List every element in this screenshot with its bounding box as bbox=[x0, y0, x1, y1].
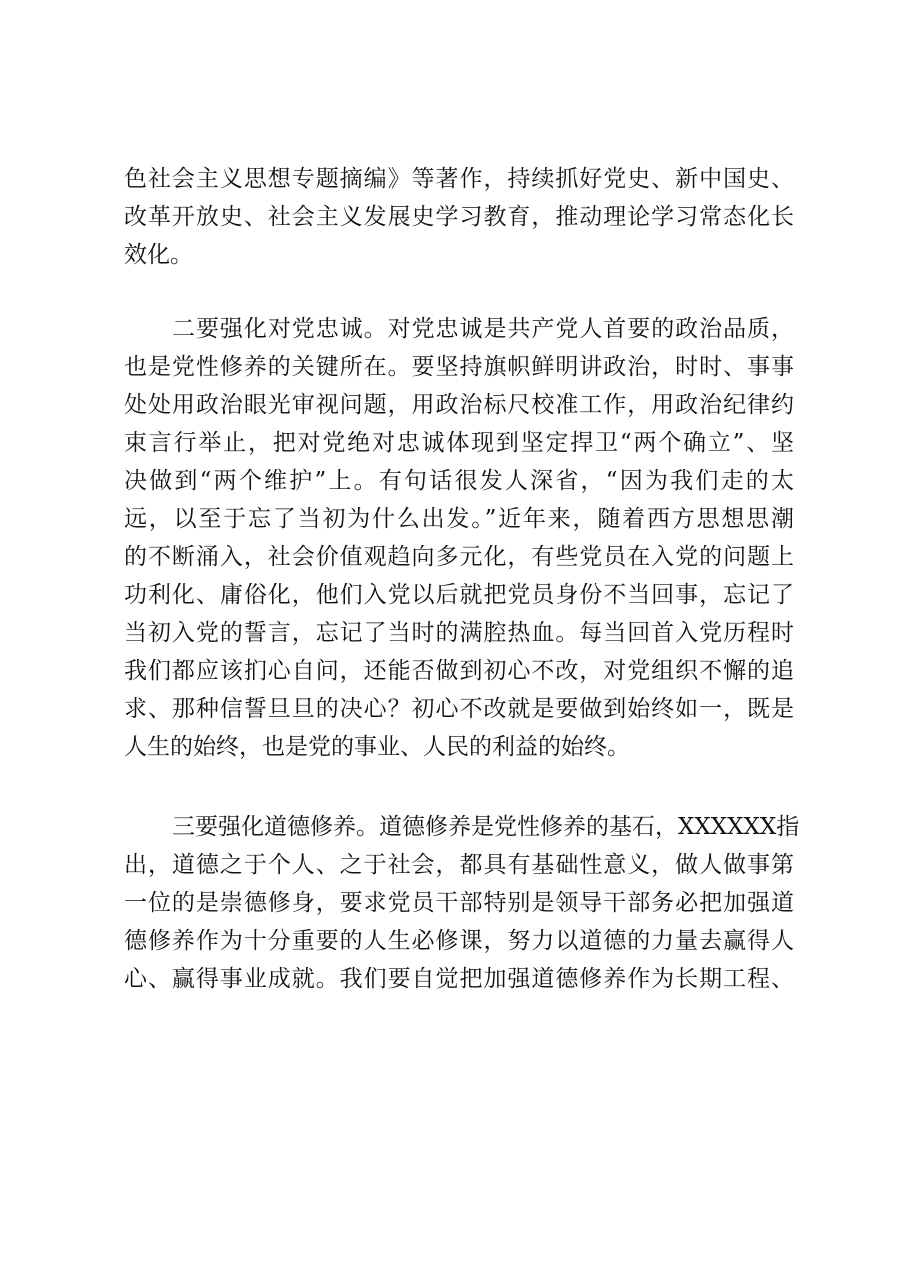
paragraph-line: 二要强化对党忠诚。对党忠诚是共产党人首要的政治品质， bbox=[172, 316, 794, 342]
paragraph-line: 处处用政治眼光审视问题，用政治标尺校准工作，用政治纪律约 bbox=[124, 392, 794, 418]
paragraph-line: 效化。 bbox=[124, 242, 193, 268]
paragraph-line: 改革开放史、社会主义发展史学习教育，推动理论学习常态化长 bbox=[124, 204, 794, 230]
paragraph-line: 心、赢得事业成就。我们要自觉把加强道德修养作为长期工程、 bbox=[124, 966, 794, 992]
paragraph-loyalty bbox=[124, 310, 794, 766]
paragraph-line: 束言行举止，把对党绝对忠诚体现到坚定捍卫“两个确立”、坚 bbox=[124, 430, 794, 456]
paragraph-line: 色社会主义思想专题摘编》等著作，持续抓好党史、新中国史、 bbox=[124, 166, 794, 192]
paragraph-line: 决做到“两个维护”上。有句话很发人深省，“因为我们走的太 bbox=[124, 468, 794, 494]
paragraph-line: 人生的始终，也是党的事业、人民的利益的始终。 bbox=[124, 734, 630, 760]
paragraph-line: 求、那种信誓旦旦的决心？初心不改就是要做到始终如一，既是 bbox=[124, 696, 794, 722]
paragraph-line: 远，以至于忘了当初为什么出发。”近年来，随着西方思想思潮 bbox=[124, 506, 794, 532]
paragraph-continued bbox=[124, 160, 794, 274]
paragraph-line: 三要强化道德修养。道德修养是党性修养的基石，XXXXXX指 bbox=[172, 814, 800, 840]
paragraph-morality bbox=[124, 808, 800, 998]
paragraph-line: 也是党性修养的关键所在。要坚持旗帜鲜明讲政治，时时、事事 bbox=[124, 354, 794, 380]
paragraph-line: 一位的是崇德修身，要求党员干部特别是领导干部务必把加强道 bbox=[124, 890, 794, 916]
paragraph-line: 出，道德之于个人、之于社会，都具有基础性意义，做人做事第 bbox=[124, 852, 794, 878]
paragraph-line: 我们都应该扪心自问，还能否做到初心不改，对党组织不懈的追 bbox=[124, 658, 794, 684]
paragraph-line: 的不断涌入，社会价值观趋向多元化，有些党员在入党的问题上 bbox=[124, 544, 794, 570]
paragraph-line: 当初入党的誓言，忘记了当时的满腔热血。每当回首入党历程时 bbox=[124, 620, 794, 646]
paragraph-line: 德修养作为十分重要的人生必修课，努力以道德的力量去赢得人 bbox=[124, 928, 794, 954]
paragraph-line: 功利化、庸俗化，他们入党以后就把党员身份不当回事，忘记了 bbox=[124, 582, 794, 608]
